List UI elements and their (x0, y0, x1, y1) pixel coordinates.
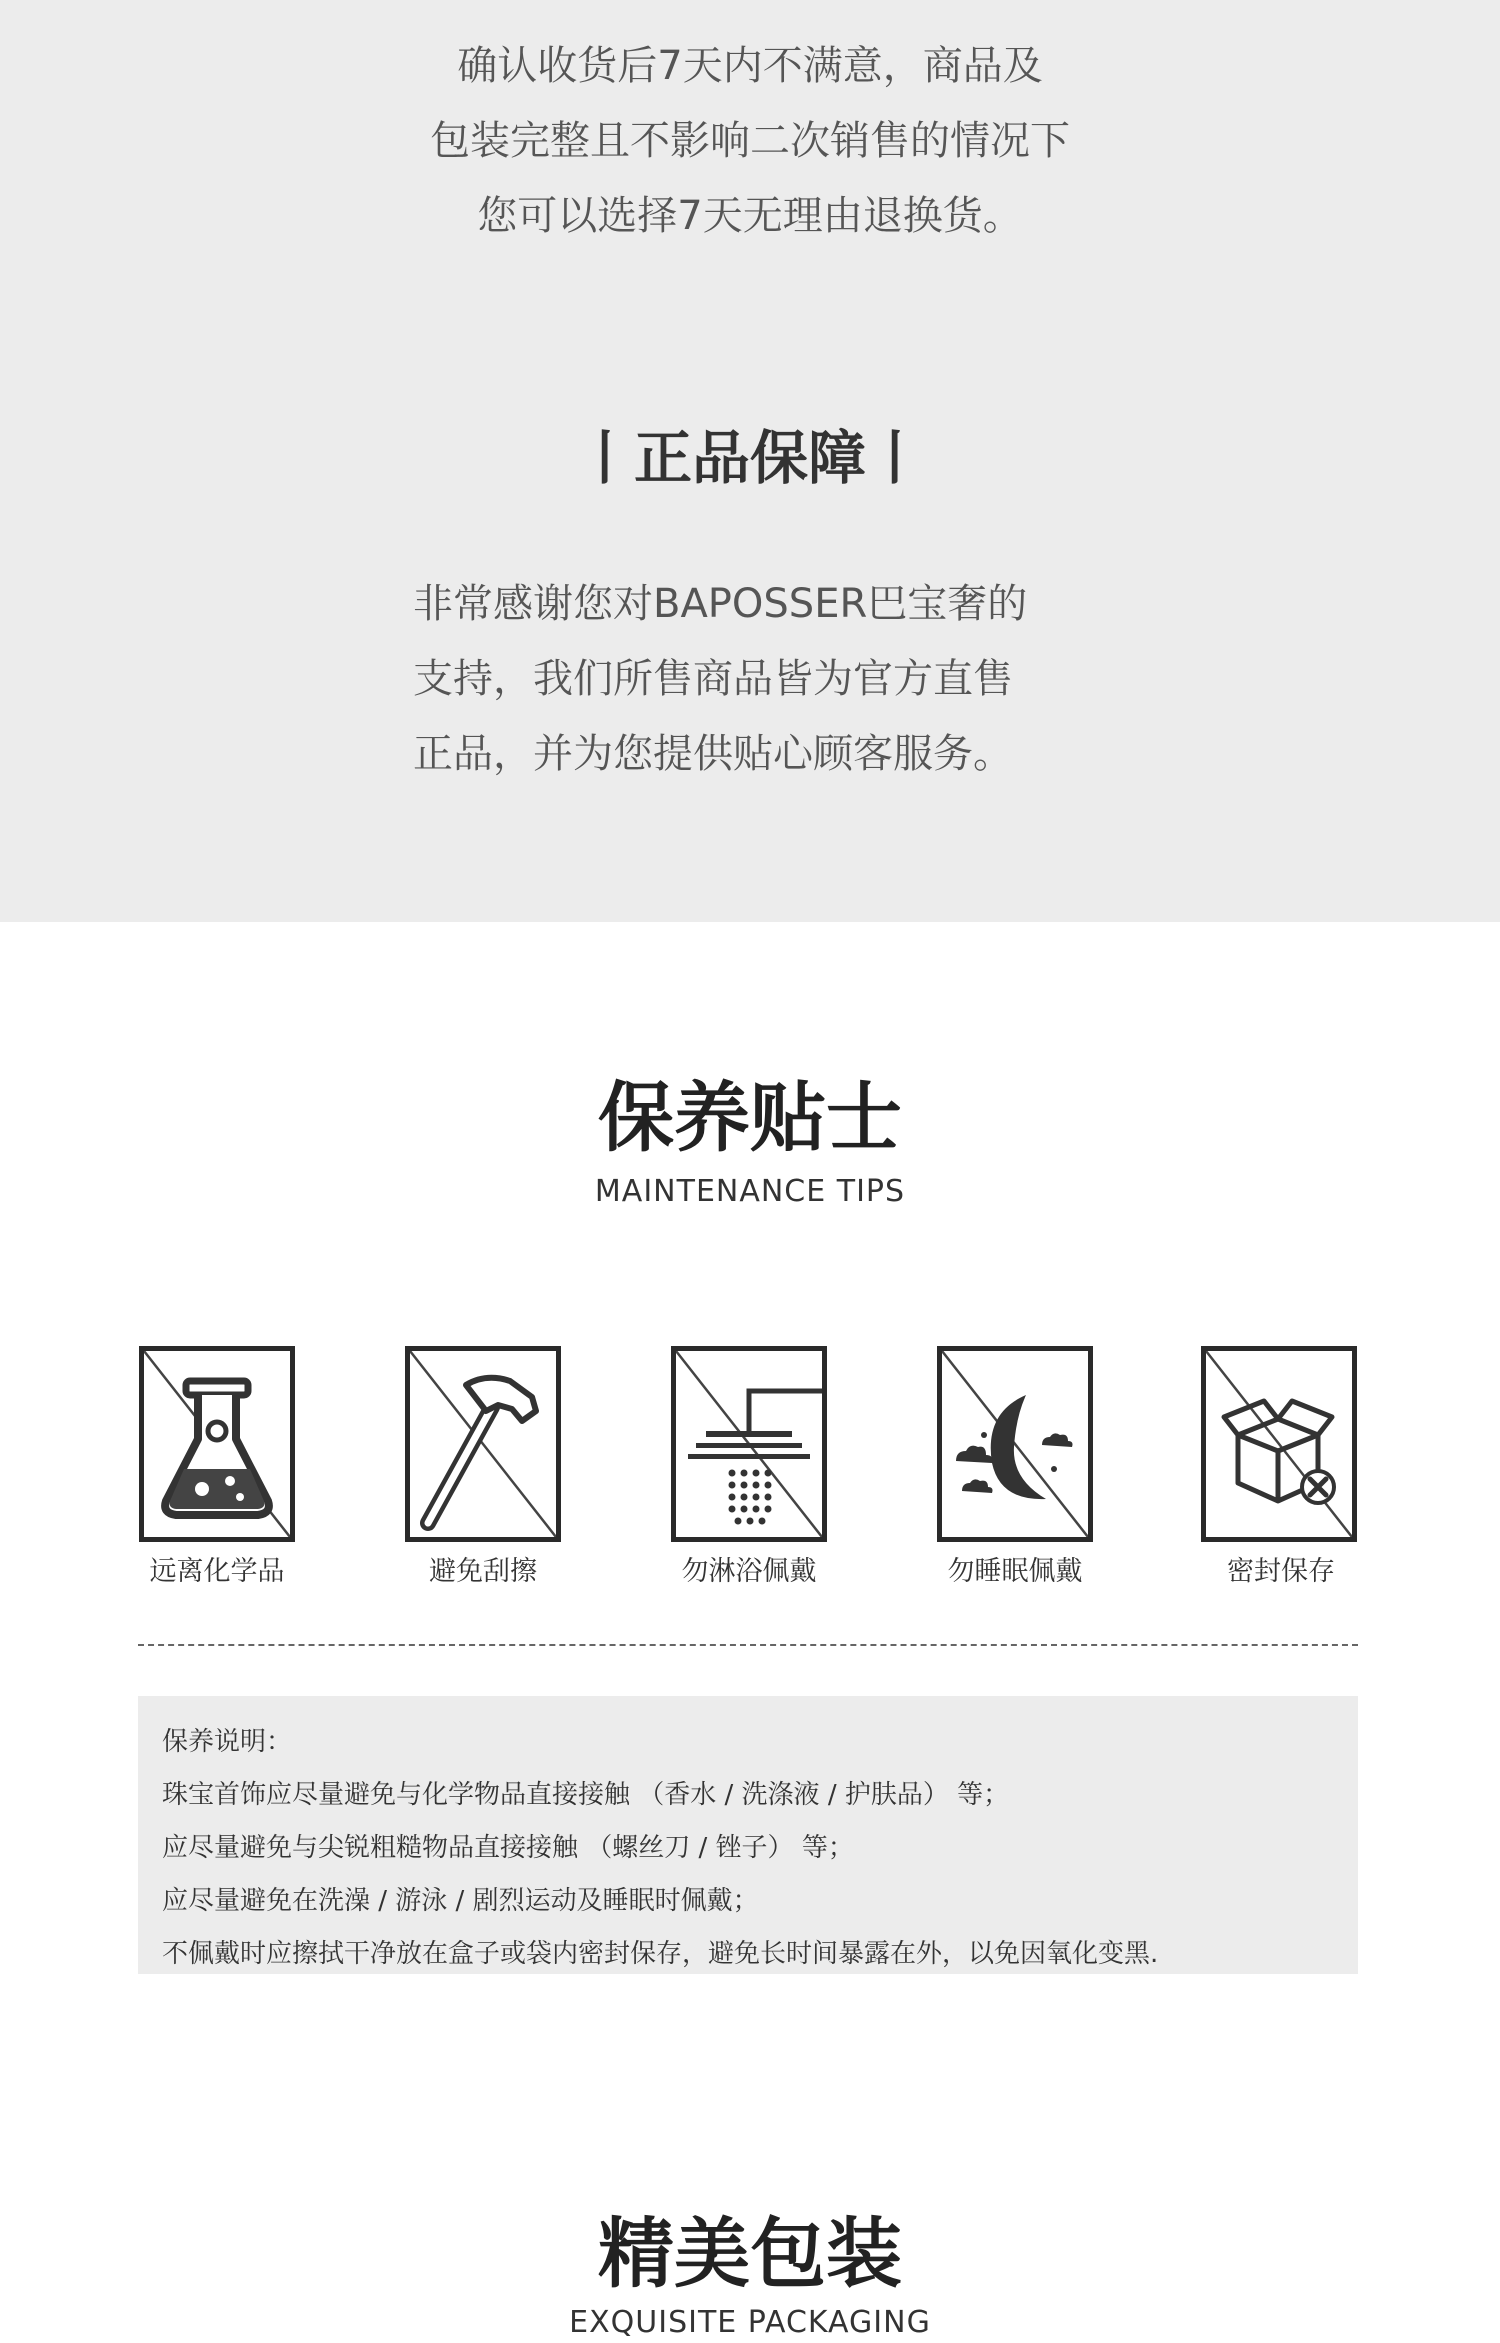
icon-label-sealed-storage: 密封保存 (1227, 1556, 1335, 1587)
guarantee-line: 正品，并为您提供贴心顾客服务。 (413, 731, 1013, 777)
return-policy-line: 包装完整且不影响二次销售的情况下 (430, 118, 1070, 164)
icon-label-no-shower: 勿淋浴佩戴 (681, 1556, 817, 1587)
hammer-icon (410, 1351, 556, 1537)
maintenance-title: 保养贴士 (598, 1073, 902, 1162)
flask-icon (144, 1351, 290, 1537)
sealed-storage-tile (1201, 1346, 1357, 1542)
guarantee-title: 丨正品保障丨 (575, 424, 924, 492)
note-item: 珠宝首饰应尽量避免与化学物品直接接触 （香水 / 洗涤液 / 护肤品） 等； (162, 1780, 1010, 1810)
guarantee-line: 非常感谢您对BAPOSSER巴宝奢的 (413, 581, 1028, 627)
icon-label-no-sleep: 勿睡眠佩戴 (947, 1556, 1083, 1587)
guarantee-text (413, 567, 1113, 792)
no-sleep-tile (937, 1346, 1093, 1542)
note-item: 应尽量避免与尖锐粗糙物品直接接触 （螺丝刀 / 锉子） 等； (162, 1833, 854, 1863)
no-scratch-tile (405, 1346, 561, 1542)
note-item: 应尽量避免在洗澡 / 游泳 / 剧烈运动及睡眠时佩戴； (162, 1886, 759, 1916)
maintenance-notes (138, 1696, 1358, 1974)
box-icon (1206, 1351, 1352, 1537)
section-divider (138, 1644, 1358, 1646)
icon-label-no-chemicals: 远离化学品 (149, 1556, 285, 1587)
no-shower-tile (671, 1346, 827, 1542)
guarantee-line: 支持，我们所售商品皆为官方直售 (413, 656, 1013, 702)
maintenance-subtitle: MAINTENANCE TIPS (594, 1174, 906, 1209)
icon-label-no-scratch: 避免刮擦 (429, 1556, 537, 1587)
moon-icon (942, 1351, 1088, 1537)
return-policy-line: 确认收货后7天内不满意，商品及 (457, 43, 1043, 89)
notes-heading: 保养说明： (162, 1727, 293, 1757)
no-chemicals-tile (139, 1346, 295, 1542)
note-item: 不佩戴时应擦拭干净放在盒子或袋内密封保存，避免长时间暴露在外，以免因氧化变黑. (162, 1939, 1159, 1969)
return-policy-line: 您可以选择7天无理由退换货。 (477, 193, 1023, 239)
packaging-subtitle: EXQUISITE PACKAGING (569, 2305, 931, 2340)
shower-icon (676, 1351, 822, 1537)
return-policy-text (0, 29, 1500, 254)
packaging-title: 精美包装 (598, 2209, 902, 2298)
